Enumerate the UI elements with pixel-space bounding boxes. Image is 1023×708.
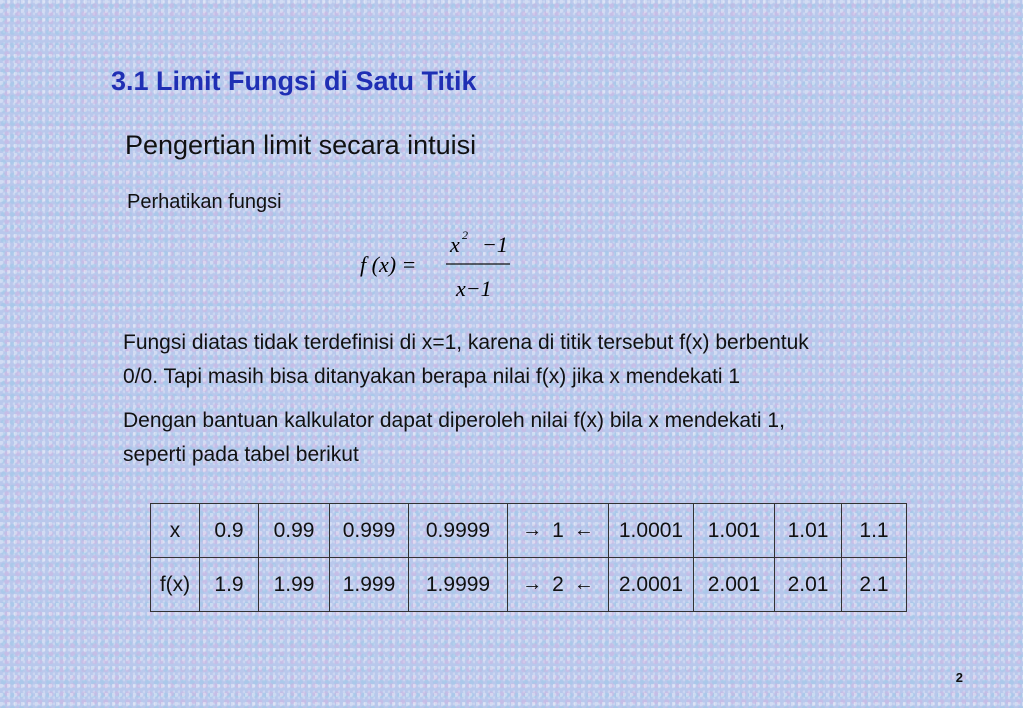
fx-value-cell: 1.999: [330, 558, 409, 612]
definition-line-1: Fungsi diatas tidak terdefinisi di x=1, karena di titik tersebut f(x) berbentuk: [123, 331, 809, 354]
fx-value-cell: 2.1: [842, 558, 907, 612]
fx-center-value: 2: [552, 572, 564, 596]
calculator-paragraph: [123, 404, 785, 472]
x-value-cell: 1.001: [694, 504, 775, 558]
arrow-right-icon: →: [522, 573, 543, 595]
definition-line-2: 0/0. Tapi masih bisa ditanyakan berapa nilai f(x) jika x mendekati 1: [123, 365, 741, 388]
function-formula: [358, 226, 528, 306]
table-row-fx: [151, 558, 907, 612]
formula-lhs: f (x) =: [360, 252, 417, 277]
fx-value-cell: 2.001: [694, 558, 775, 612]
intro-text: Perhatikan fungsi: [127, 191, 282, 213]
arrow-left-icon: ←: [573, 519, 594, 541]
x-center-cell: [508, 504, 609, 558]
x-value-cell: 1.1: [842, 504, 907, 558]
page-title: 3.1 Limit Fungsi di Satu Titik: [111, 66, 477, 96]
row-label-fx: f(x): [151, 558, 200, 612]
x-center-value: 1: [552, 518, 564, 542]
definition-paragraph: [123, 326, 809, 394]
calculator-line-2: seperti pada tabel berikut: [123, 443, 359, 466]
page-number: 2: [955, 670, 963, 685]
calculator-line-1: Dengan bantuan kalkulator dapat diperoleh nilai f(x) bila x mendekati 1,: [123, 409, 785, 432]
x-value-cell: 1.0001: [609, 504, 694, 558]
formula-denominator: x−1: [456, 276, 492, 301]
fx-center-cell: [508, 558, 609, 612]
x-value-cell: 0.999: [330, 504, 409, 558]
fx-value-cell: 1.9999: [409, 558, 508, 612]
fx-value-cell: 1.9: [200, 558, 259, 612]
arrow-left-icon: ←: [573, 573, 594, 595]
x-value-cell: 0.99: [259, 504, 330, 558]
fx-value-cell: 2.0001: [609, 558, 694, 612]
x-value-cell: 0.9999: [409, 504, 508, 558]
formula-numerator-base: x: [450, 232, 460, 257]
row-label-x: x: [151, 504, 200, 558]
fx-value-cell: 1.99: [259, 558, 330, 612]
fx-value-cell: 2.01: [775, 558, 842, 612]
formula-svg: [358, 226, 528, 306]
limit-values-table: [150, 503, 907, 612]
section-subtitle: Pengertian limit secara intuisi: [125, 130, 477, 160]
formula-numerator-rest: −1: [482, 232, 508, 257]
x-value-cell: 0.9: [200, 504, 259, 558]
table-row-x: [151, 504, 907, 558]
x-value-cell: 1.01: [775, 504, 842, 558]
formula-numerator-exponent: 2: [462, 228, 468, 242]
arrow-right-icon: →: [522, 519, 543, 541]
